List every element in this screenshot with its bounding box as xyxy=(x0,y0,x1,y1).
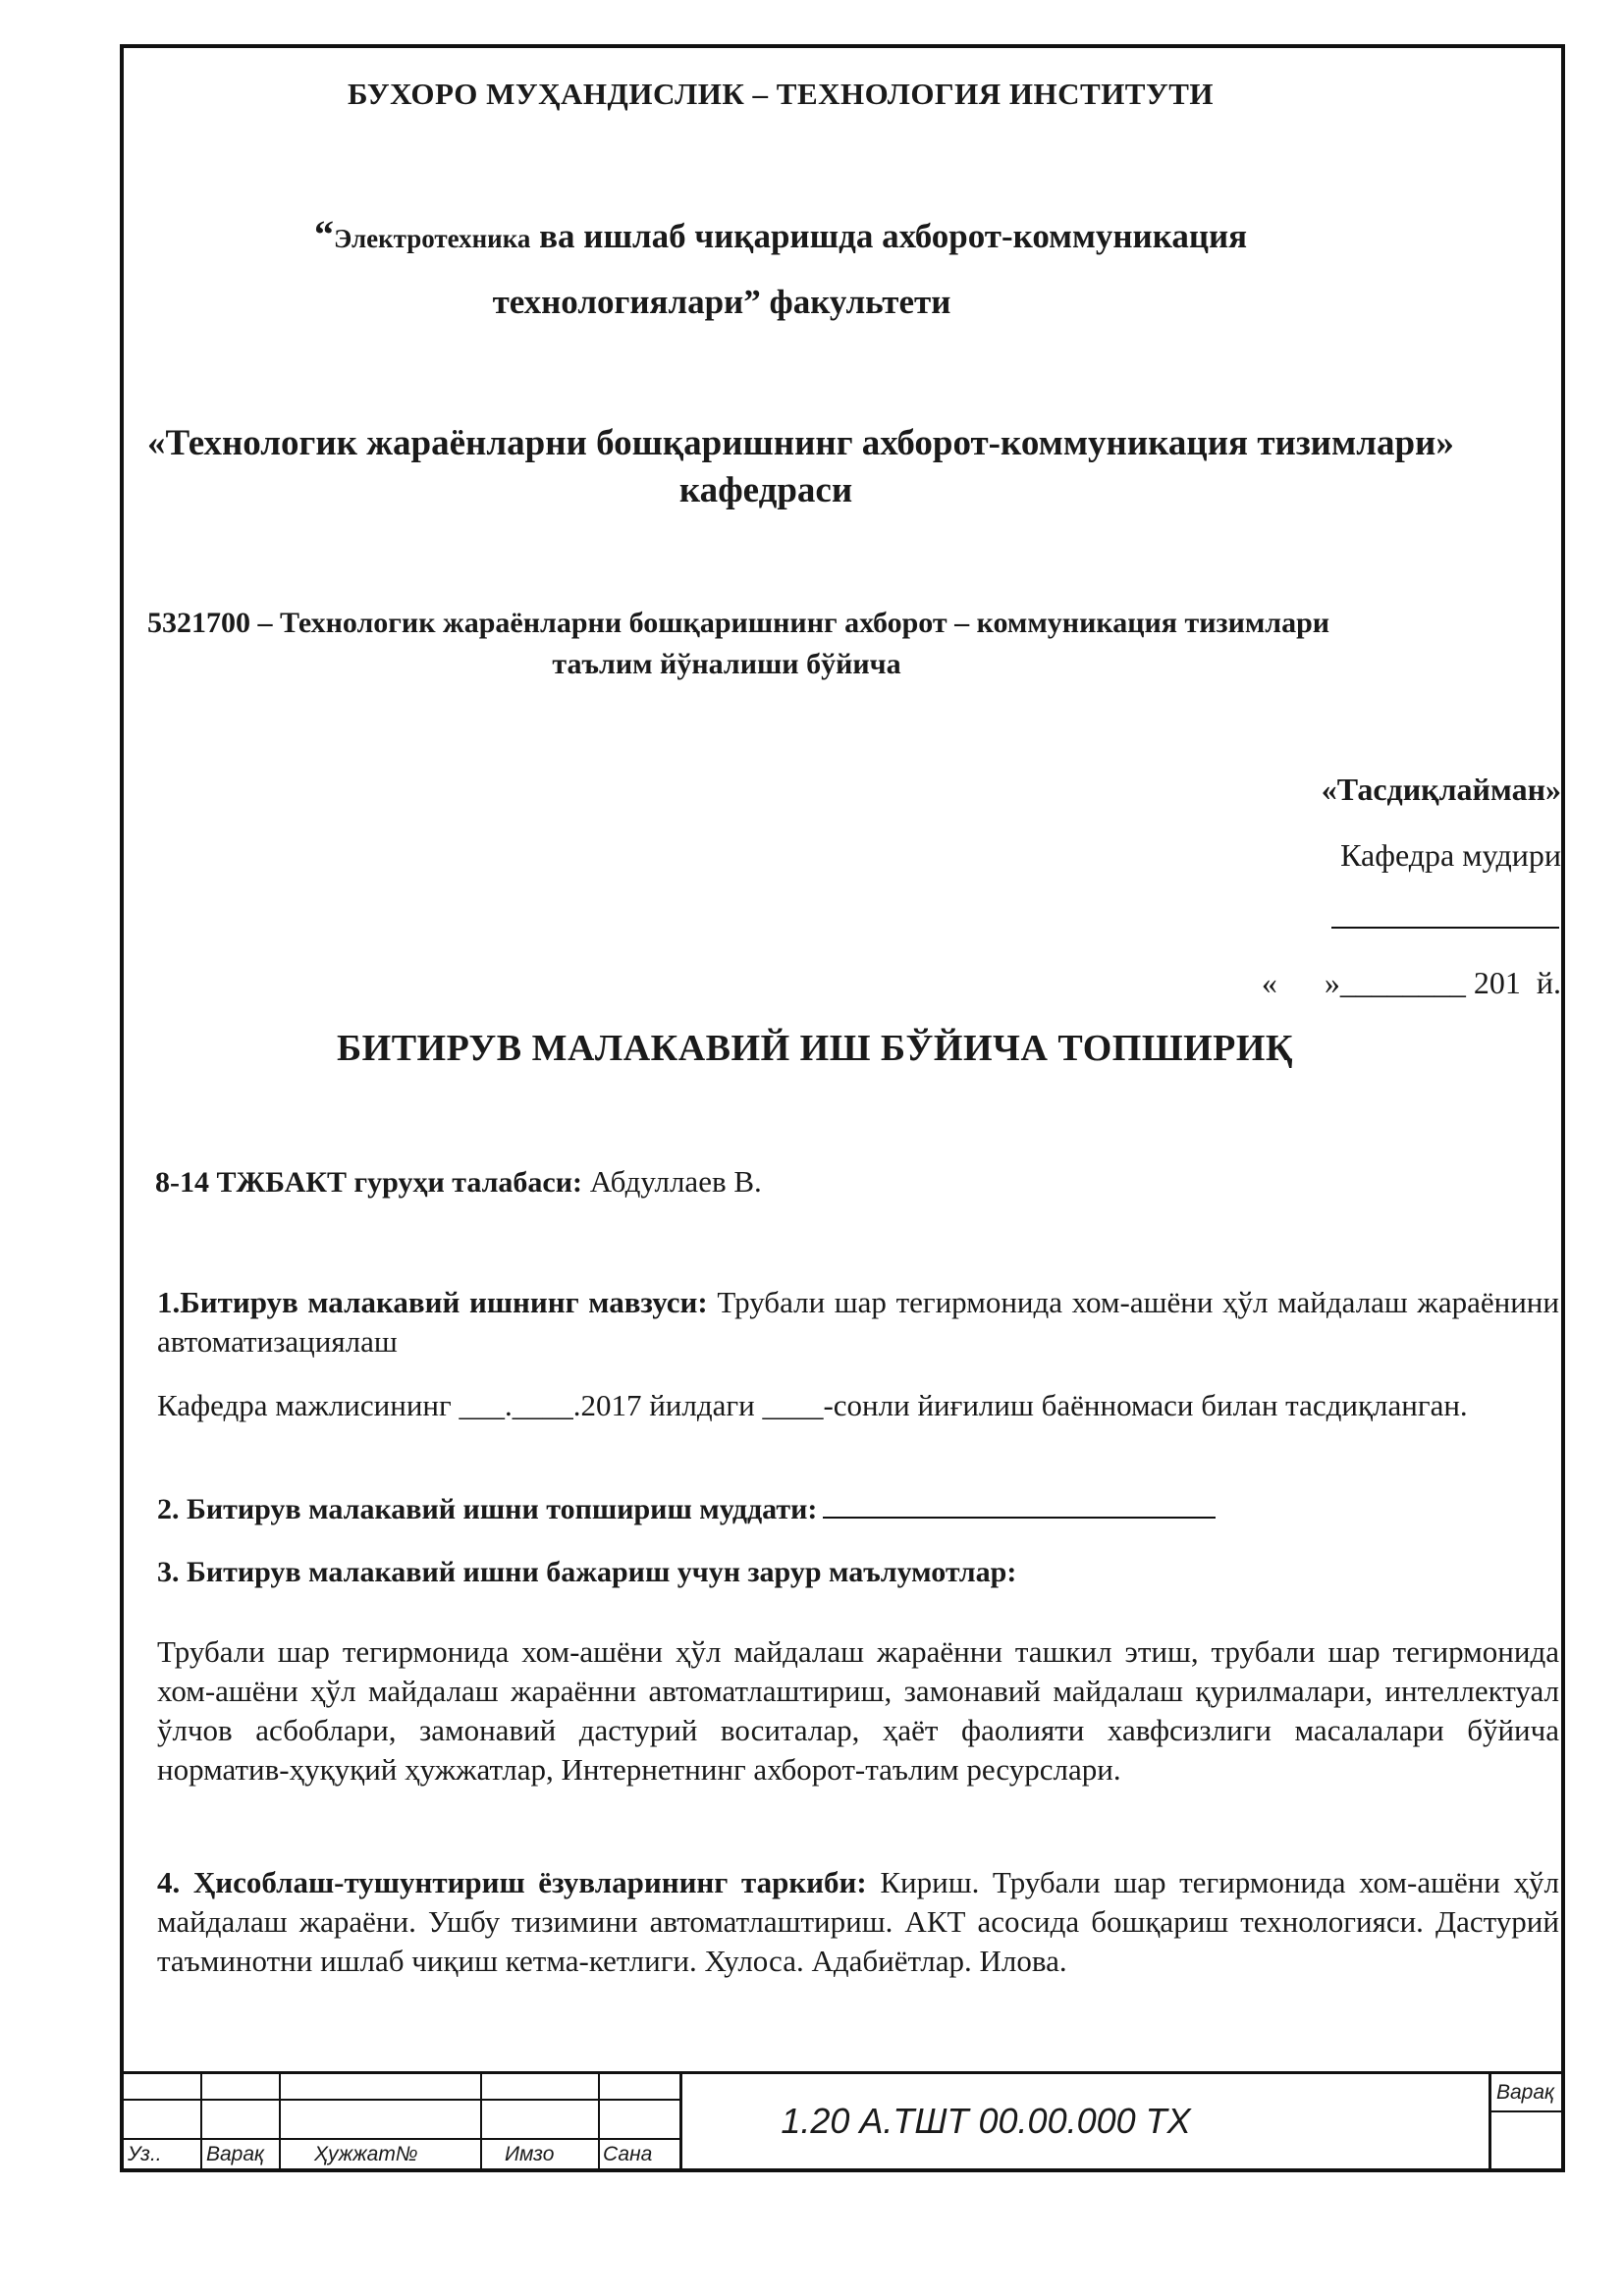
stamp-row-line-1 xyxy=(122,2099,679,2101)
stamp-sheet-line xyxy=(1489,2110,1561,2112)
faculty-line-1 xyxy=(314,211,1247,257)
institute-name: БУХОРО МУҲАНДИСЛИК – ТЕХНОЛОГИЯ ИНСТИТУТИ xyxy=(347,77,1215,111)
approval-heading: «Тасдиқлайман» xyxy=(1321,772,1561,807)
meeting-approval-text: Кафедра мажлисининг ___.____.2017 йилдаги ____-сонли йиғилиш баённомаси билан тасдиқланган. xyxy=(157,1388,1468,1422)
page-border xyxy=(120,44,1565,2172)
stamp-label-date: Сана xyxy=(603,2143,653,2165)
stamp-col-line-2 xyxy=(279,2071,281,2170)
department-line-2: кафедраси xyxy=(678,470,853,510)
item-2-blank-line xyxy=(823,1516,1216,1519)
item-1-text: Трубали шар тегирмонида хом-ашёни ҳўл майдалаш жараёнини автоматизациялаш xyxy=(157,1285,1559,1359)
stamp-label-change: Уз.. xyxy=(128,2143,162,2165)
stamp-label-signature: Имзо xyxy=(505,2143,555,2165)
stamp-label-sheet: Варақ xyxy=(206,2143,264,2165)
item-4-label: 4. Ҳисоблаш-тушунтириш ёзувларининг таркиби: xyxy=(157,1865,867,1899)
approval-date: « »________ 201 й. xyxy=(1261,965,1561,1000)
title-block-stamp xyxy=(122,2071,1561,2170)
stamp-document-number: 1.20 А.ТШТ 00.00.000 ТХ xyxy=(781,2101,1191,2141)
stamp-col-line-1 xyxy=(200,2071,202,2170)
student-line xyxy=(155,1164,762,1200)
faculty-line-2: технологиялари” факультети xyxy=(492,283,951,321)
faculty-open-quote: “ xyxy=(314,212,334,256)
faculty-line-1-rest: ва ишлаб чиқаришда ахборот-коммуникация xyxy=(530,217,1248,255)
stamp-sheet-label: Варақ xyxy=(1496,2081,1554,2104)
item-2-deadline xyxy=(157,1493,1559,1526)
signature-line xyxy=(1331,926,1559,929)
stamp-label-document: Ҳужжат№ xyxy=(314,2143,418,2165)
stamp-col-line-6 xyxy=(1489,2071,1491,2170)
stamp-col-line-3 xyxy=(480,2071,482,2170)
item-1-topic xyxy=(157,1283,1559,1362)
item-4-text: Кириш. Трубали шар тегирмонида хом-ашёни ҳўл майдалаш жараёни. Ушбу тизимини автоматлаштириш. АКТ асосида бошқариш технологияси. Дастурий таъминотни ишлаб чиқиш кетма-кетлиги. Хулоса. Адабиётлар. Илова. xyxy=(157,1865,1559,1978)
approval-head-of-department: Кафедра мудири xyxy=(1340,837,1561,873)
student-name: Абдуллаев В. xyxy=(582,1164,762,1199)
stamp-top-line xyxy=(122,2071,1561,2074)
document-title: БИТИРУВ МАЛАКАВИЙ ИШ БЎЙИЧА ТОПШИРИҚ xyxy=(337,1028,1293,1069)
stamp-col-line-4 xyxy=(598,2071,600,2170)
stamp-row-line-2 xyxy=(122,2138,679,2140)
student-label: 8-14 ТЖБАКТ гуруҳи талабаси: xyxy=(155,1166,583,1199)
item-2-label: 2. Битирув малакавий ишни топшириш муддати: xyxy=(157,1493,818,1525)
specialty-line-1: 5321700 – Технологик жараёнларни бошқаришнинг ахборот – коммуникация тизимлари xyxy=(147,607,1330,639)
item-1-label: 1.Битирув малакавий ишнинг мавзуси: xyxy=(157,1285,708,1319)
department-line-1: «Технологик жараёнларни бошқаришнинг ахборот-коммуникация тизимлари» xyxy=(147,423,1454,463)
faculty-word: Электротехника xyxy=(334,224,531,253)
item-3-label: 3. Битирув малакавий ишни бажариш учун зарур маълумотлар: xyxy=(157,1556,1017,1588)
item-3-text: Трубали шар тегирмонида хом-ашёни ҳўл майдалаш жараённи ташкил этиш, трубали шар тегирмонида хом-ашёни ҳўл майдалаш жараённи автоматлаштириш, замонавий майдалаш қурилмалари, интеллектуал ўлчов асбоблари, замонавий дастурий воситалар, ҳаёт фаолияти хавфсизлиги масалалари бўйича норматив-ҳуқуқий ҳужжатлар, Интернетнинг ахборот-таълим ресурслари. xyxy=(157,1634,1559,1787)
item-4-contents xyxy=(157,1863,1559,1981)
specialty-line-2: таълим йўналиши бўйича xyxy=(552,648,901,680)
